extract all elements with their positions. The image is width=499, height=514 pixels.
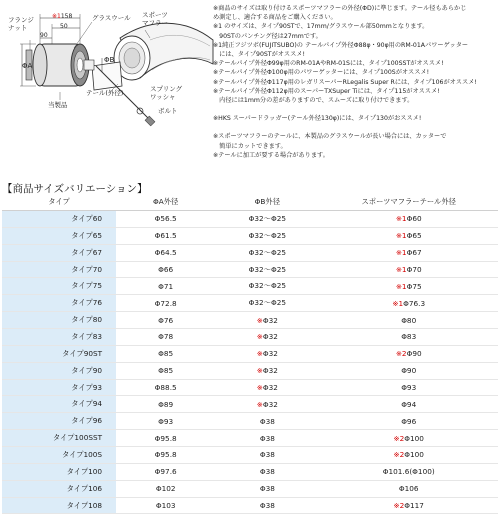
- cell-phi-b: [215, 480, 319, 497]
- cell-phi-b-value: Φ32: [262, 315, 278, 325]
- tail-outer-label: テール(外径): [86, 89, 124, 97]
- cell-phi-b: [215, 463, 319, 480]
- cell-tail-outer: [319, 345, 498, 362]
- cell-tail-outer: [319, 396, 498, 413]
- cell-tail-outer-value: Φ76.3: [403, 298, 426, 308]
- cell-phi-b-value: Φ32～Φ25: [248, 213, 287, 223]
- note-line: め測定し、適合する商品をご購入ください。: [213, 14, 337, 22]
- cell-type: タイプ100: [2, 463, 116, 480]
- note-line: 内径には1mm分の差がありますので、スムーズに取り付けできます。: [213, 97, 414, 105]
- cell-phi-a: Φ56.5: [116, 211, 215, 228]
- table-row: [2, 447, 498, 464]
- cell-tail-outer-value: Φ106: [398, 484, 419, 494]
- note-line: ※HKS スーパードラッガー(テール外径130φ)には、タイプ130がおススメ!: [213, 115, 422, 123]
- cell-note-mark: ※2: [395, 349, 407, 359]
- cell-phi-a: Φ85: [116, 362, 215, 379]
- cell-tail-outer: [319, 480, 498, 497]
- cell-phi-a: Φ102: [116, 480, 215, 497]
- cell-phi-b: [215, 396, 319, 413]
- cell-type: タイプ75: [2, 278, 116, 295]
- column-header-tail-outer: スポーツマフラーテール外径: [319, 194, 498, 211]
- cell-tail-outer: [319, 430, 498, 447]
- cell-phi-a: Φ64.5: [116, 244, 215, 261]
- cell-tail-outer-value: Φ90: [406, 349, 422, 359]
- cell-phi-b-value: Φ32～Φ25: [248, 281, 287, 291]
- table-row: [2, 295, 498, 312]
- cell-tail-outer-value: Φ94: [401, 399, 417, 409]
- bolt-label: ボルト: [158, 107, 178, 115]
- column-header-phi-b: ΦB外径: [215, 194, 319, 211]
- table-row: [2, 312, 498, 329]
- cell-tail-outer: [319, 227, 498, 244]
- cell-note-mark: ※1: [395, 214, 407, 224]
- cell-phi-b-value: Φ38: [259, 433, 275, 443]
- dimension-90: 90: [40, 32, 48, 39]
- cell-type: タイプ80: [2, 312, 116, 329]
- spring-washer-label: スプリング ワッシャ: [150, 85, 183, 101]
- table-row: [2, 261, 498, 278]
- cell-tail-outer: [319, 329, 498, 346]
- cell-tail-outer: [319, 278, 498, 295]
- cell-phi-a: Φ71: [116, 278, 215, 295]
- note-mark: ※1: [52, 13, 61, 20]
- note-line: ※テールパイプ外径Φ112φ用のスーパーTXSuper Tiには、タイプ115がオススメ!: [213, 87, 440, 95]
- cell-phi-b: [215, 261, 319, 278]
- cell-note-mark: ※2: [393, 501, 405, 511]
- cell-tail-outer-value: Φ90: [401, 366, 417, 376]
- cell-phi-b: [215, 413, 319, 430]
- cell-type: タイプ96: [2, 413, 116, 430]
- cell-type: タイプ90: [2, 362, 116, 379]
- cell-phi-b-value: Φ32～Φ25: [248, 230, 287, 240]
- cell-phi-b-value: Φ32: [262, 332, 278, 342]
- note-line: ※商品のサイズは取り付けるスポーツマフラーの外径(ΦD)に準じます。テール径もあらかじ: [213, 5, 467, 12]
- cell-tail-outer-value: Φ80: [401, 315, 417, 325]
- cell-note-mark: ※: [256, 383, 263, 393]
- table-row: [2, 413, 498, 430]
- note-line: には、タイプ90STがオススメ!: [213, 51, 305, 59]
- cell-phi-b-value: Φ32～Φ25: [248, 247, 287, 257]
- cell-note-mark: ※1: [395, 281, 407, 291]
- cell-type: タイプ100S: [2, 447, 116, 464]
- cell-tail-outer-value: Φ65: [406, 231, 422, 241]
- note-line: ※スポーツマフラーのテールに、本製品のグラスウールが長い場合には、カッターで: [213, 133, 447, 141]
- cell-phi-b: [215, 227, 319, 244]
- table-row: [2, 396, 498, 413]
- cell-note-mark: ※1: [395, 231, 407, 241]
- cell-tail-outer: [319, 413, 498, 430]
- cell-phi-b-value: Φ32: [262, 383, 278, 393]
- glass-wool-label: グラスウール: [92, 14, 131, 22]
- cell-phi-b: [215, 295, 319, 312]
- product-label: 当製品: [48, 101, 68, 109]
- cell-phi-b-value: Φ38: [259, 484, 275, 494]
- cell-phi-b: [215, 447, 319, 464]
- table-row: [2, 211, 498, 228]
- table-row: [2, 379, 498, 396]
- dimension-158: ※1158: [52, 13, 73, 20]
- cell-phi-b: [215, 278, 319, 295]
- note-line: ※テールパイプ外径Φ100φ用のパワーゲッターには、タイプ100Sがオススメ!: [213, 69, 430, 77]
- note-line: ※1純正フジツボ(FUJITSUBO)の テールパイプ外径Φ88φ・90φ用のRM-01Aパワーゲッター: [213, 41, 469, 49]
- phi-b-label: ΦB: [104, 56, 115, 64]
- cell-tail-outer-value: Φ67: [406, 248, 422, 258]
- cell-tail-outer: [319, 244, 498, 261]
- cell-phi-b-value: Φ32: [262, 366, 278, 376]
- cell-phi-b-value: Φ32～Φ25: [248, 298, 287, 308]
- table-row: [2, 278, 498, 295]
- cell-type: タイプ108: [2, 497, 116, 514]
- cell-phi-a: Φ89: [116, 396, 215, 413]
- cell-tail-outer-value: Φ60: [406, 214, 422, 224]
- cell-phi-b-value: Φ32: [262, 349, 278, 359]
- product-notes: [213, 4, 497, 160]
- cell-note-mark: ※1: [395, 265, 407, 274]
- table-row: [2, 244, 498, 261]
- cell-phi-b-value: Φ38: [259, 501, 275, 511]
- cell-phi-b: [215, 312, 319, 329]
- cell-note-mark: ※1: [395, 248, 407, 258]
- cell-phi-b: [215, 345, 319, 362]
- cell-type: タイプ100SST: [2, 430, 116, 447]
- cell-type: タイプ60: [2, 211, 116, 228]
- table-row: [2, 345, 498, 362]
- cell-phi-b-value: Φ38: [259, 467, 275, 477]
- size-variation-heading: 【商品サイズバリエーション】: [2, 183, 148, 195]
- flange-nut-label: フランジ ナット: [8, 16, 34, 32]
- cell-tail-outer-value: Φ93: [401, 383, 417, 393]
- cell-phi-b-value: Φ32: [262, 399, 278, 409]
- table-row: [2, 329, 498, 346]
- table-row: [2, 430, 498, 447]
- cell-note-mark: ※1: [392, 298, 404, 308]
- table-row: [2, 480, 498, 497]
- cell-tail-outer-value: Φ117: [404, 501, 424, 511]
- cell-note-mark: ※: [256, 315, 263, 325]
- cell-type: タイプ67: [2, 244, 116, 261]
- cell-tail-outer: [319, 211, 498, 228]
- cell-phi-b-value: Φ38: [259, 416, 275, 426]
- cell-tail-outer-value: Φ100: [404, 450, 424, 460]
- cell-phi-b: [215, 379, 319, 396]
- note-gap: [213, 105, 497, 114]
- cell-phi-a: Φ97.6: [116, 463, 215, 480]
- dimension-50: 50: [60, 23, 68, 30]
- cell-tail-outer: [319, 447, 498, 464]
- sports-muffler-label: スポーツ マフラー: [142, 11, 168, 27]
- cell-type: タイプ90ST: [2, 345, 116, 362]
- cell-type: タイプ106: [2, 480, 116, 497]
- cell-tail-outer-value: Φ101.6(Φ100): [382, 467, 435, 477]
- cell-phi-a: Φ66: [116, 261, 215, 278]
- cell-tail-outer: [319, 261, 498, 278]
- cell-tail-outer-value: Φ96: [401, 416, 417, 426]
- cell-phi-a: Φ61.5: [116, 227, 215, 244]
- cell-tail-outer-value: Φ83: [401, 332, 417, 342]
- note-gap: [213, 123, 497, 132]
- table-header-row: [2, 194, 498, 211]
- cell-tail-outer-value: Φ75: [406, 281, 422, 291]
- cell-type: タイプ65: [2, 227, 116, 244]
- cell-phi-a: Φ72.8: [116, 295, 215, 312]
- cell-phi-b-value: Φ32～Φ25: [248, 264, 287, 274]
- cell-note-mark: ※: [256, 332, 263, 342]
- cell-type: タイプ83: [2, 329, 116, 346]
- cell-phi-a: Φ95.8: [116, 430, 215, 447]
- note-line: 簡単にカットできます。: [213, 142, 287, 150]
- cell-tail-outer-value: Φ100: [404, 433, 424, 443]
- cell-phi-b: [215, 329, 319, 346]
- cell-phi-a: Φ85: [116, 345, 215, 362]
- cell-phi-b: [215, 211, 319, 228]
- cell-phi-b: [215, 430, 319, 447]
- cell-phi-b: [215, 362, 319, 379]
- cell-note-mark: ※: [256, 349, 263, 359]
- phi-a-label: ΦA: [22, 62, 33, 70]
- cell-phi-b-value: Φ38: [259, 450, 275, 460]
- cell-phi-a: Φ76: [116, 312, 215, 329]
- cell-type: タイプ70: [2, 261, 116, 278]
- cell-note-mark: ※: [256, 366, 263, 376]
- cell-phi-a: Φ78: [116, 329, 215, 346]
- cell-type: タイプ94: [2, 396, 116, 413]
- cell-tail-outer-value: Φ70: [406, 265, 422, 274]
- note-line: ※1 のサイズは、タイプ90STで、17mm/グラスウール部50mmとなります。: [213, 23, 429, 31]
- product-info-section: [0, 0, 499, 178]
- cell-phi-b: [215, 244, 319, 261]
- cell-tail-outer: [319, 463, 498, 480]
- table-row: [2, 227, 498, 244]
- cell-tail-outer: [319, 362, 498, 379]
- column-header-phi-a: ΦA外径: [116, 194, 215, 211]
- cell-tail-outer: [319, 295, 498, 312]
- cell-phi-a: Φ95.8: [116, 447, 215, 464]
- cell-type: タイプ93: [2, 379, 116, 396]
- note-line: ※テールパイプ外径Φ99φ用のRM-01AやRM-01Sには、タイプ100SSTがオススメ!: [213, 60, 444, 68]
- cell-phi-a: Φ93: [116, 413, 215, 430]
- table-row: [2, 463, 498, 480]
- column-header-type: タイプ: [2, 194, 116, 211]
- cell-note-mark: ※: [256, 399, 263, 409]
- size-variation-table: [2, 194, 498, 514]
- cell-note-mark: ※2: [393, 433, 405, 443]
- table-row: [2, 362, 498, 379]
- cell-phi-a: Φ88.5: [116, 379, 215, 396]
- cell-type: タイプ76: [2, 295, 116, 312]
- note-line: ※テールパイプ外径Φ117φ用のレガリスーパーRLegalis Super Rには、タイプ106がオススメ!: [213, 78, 477, 86]
- note-line: 90STのパンチング径は27mmです。: [213, 32, 322, 40]
- cell-phi-a: Φ103: [116, 497, 215, 514]
- cell-note-mark: ※2: [393, 450, 405, 460]
- cell-tail-outer: [319, 312, 498, 329]
- note-line: ※テールに加工が要する場合があります。: [213, 151, 329, 159]
- cell-tail-outer: [319, 379, 498, 396]
